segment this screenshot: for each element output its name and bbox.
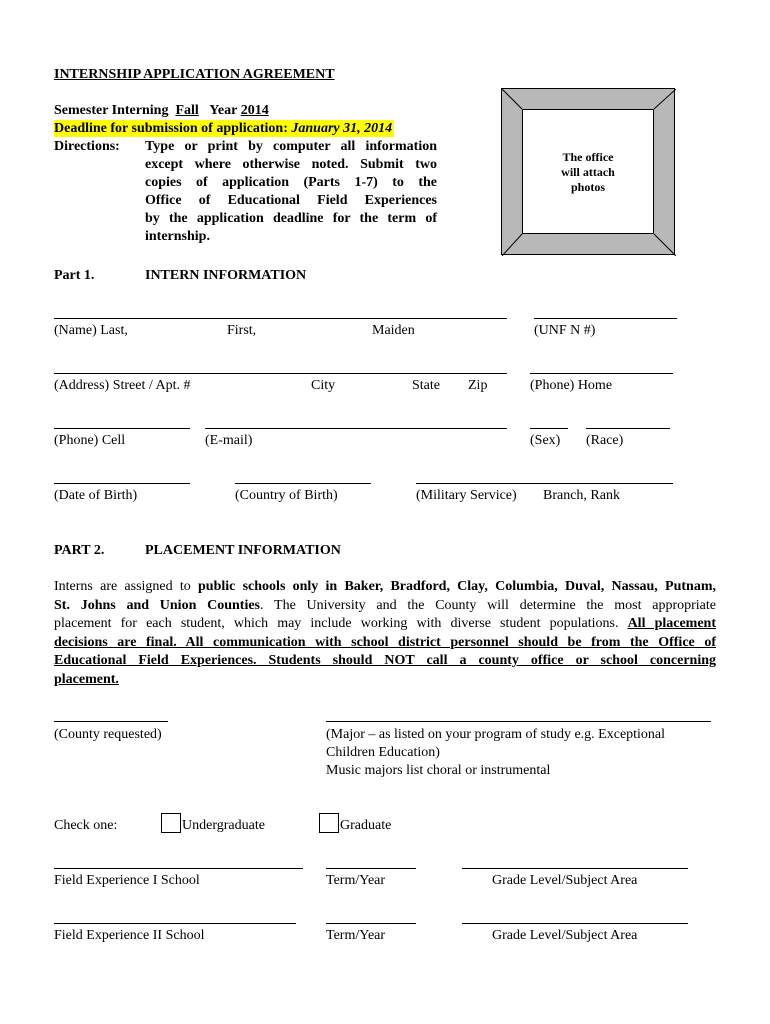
- fe2-term-input-line[interactable]: [326, 923, 416, 924]
- paragraph-line: placement.: [54, 671, 119, 687]
- county-input-line[interactable]: [54, 721, 168, 722]
- check-one-label: Check one:: [54, 818, 118, 833]
- email-input-line[interactable]: [205, 428, 507, 429]
- fe1-grade-input-line[interactable]: [462, 868, 688, 869]
- directions-line: by the application deadline for the term of: [145, 211, 437, 226]
- emphasis-text: All placement: [627, 616, 716, 631]
- paragraph-line: [54, 615, 716, 634]
- deadline-line: [54, 120, 394, 137]
- paragraph-text: . The University and the County will determine the most appropriate: [260, 597, 716, 613]
- paragraph-line: [54, 578, 716, 597]
- graduate-checkbox[interactable]: [319, 813, 339, 833]
- zip-label: Zip: [468, 378, 488, 393]
- year-label: Year: [209, 103, 238, 118]
- directions-line: except where otherwise noted. Submit two: [145, 157, 437, 172]
- major-label: (Major – as listed on your program of study e.g. Exceptional: [326, 727, 666, 742]
- fe1-term-input-line[interactable]: [326, 868, 416, 869]
- semester-year: 2014: [240, 103, 269, 118]
- paragraph-line: [54, 597, 716, 616]
- address-input-line[interactable]: [54, 373, 507, 374]
- counties-list: St. Johns and Union Counties: [54, 597, 261, 613]
- photo-text-line: The office: [562, 150, 614, 164]
- page-title: INTERNSHIP APPLICATION AGREEMENT: [54, 67, 335, 82]
- branch-rank-label: Branch, Rank: [543, 488, 620, 503]
- sex-label: (Sex): [530, 433, 561, 448]
- graduate-label: Graduate: [340, 818, 392, 833]
- phone-home-label: (Phone) Home: [530, 378, 613, 393]
- paragraph-text: Interns are assigned to: [54, 579, 199, 594]
- part2-heading: PLACEMENT INFORMATION: [145, 543, 341, 558]
- phone-home-input-line[interactable]: [530, 373, 673, 374]
- unf-id-label: (UNF N #): [534, 323, 596, 338]
- photo-text-line: will attach: [561, 165, 615, 179]
- fe2-term-label: Term/Year: [326, 928, 386, 943]
- name-maiden-label: Maiden: [372, 323, 415, 338]
- photo-area: [522, 109, 654, 234]
- fe2-school-label: Field Experience II School: [54, 928, 205, 943]
- paragraph-line: Educational Field Experiences. Students should NOT call a county office or school concerning: [54, 653, 716, 668]
- fe1-grade-label: Grade Level/Subject Area: [492, 873, 638, 888]
- major-input-line[interactable]: [326, 721, 711, 722]
- major-note: Music majors list choral or instrumental: [326, 763, 551, 778]
- fe1-school-label: Field Experience I School: [54, 873, 200, 888]
- photo-text-line: photos: [570, 180, 605, 194]
- race-input-line[interactable]: [586, 428, 670, 429]
- email-label: (E-mail): [205, 433, 253, 448]
- paragraph-text: placement for each student, which may include working with diverse student populations.: [54, 616, 628, 631]
- military-input-line[interactable]: [416, 483, 673, 484]
- address-label: (Address) Street / Apt. #: [54, 378, 191, 393]
- undergraduate-label: Undergraduate: [182, 818, 265, 833]
- photo-instructions: [523, 150, 653, 195]
- placement-paragraph: [54, 578, 716, 689]
- country-input-line[interactable]: [235, 483, 371, 484]
- phone-cell-input-line[interactable]: [54, 428, 190, 429]
- paragraph-line: decisions are final. All communication with school district personnel should be from the Office of: [54, 634, 716, 650]
- fe2-grade-input-line[interactable]: [462, 923, 688, 924]
- sex-input-line[interactable]: [530, 428, 568, 429]
- semester-label: Semester Interning: [54, 103, 169, 118]
- fe1-school-input-line[interactable]: [54, 868, 303, 869]
- dob-input-line[interactable]: [54, 483, 190, 484]
- deadline-label: Deadline for submission of application:: [54, 121, 288, 136]
- semester-line: [54, 102, 269, 119]
- undergraduate-checkbox[interactable]: [161, 813, 181, 833]
- fe2-school-input-line[interactable]: [54, 923, 296, 924]
- county-label: (County requested): [54, 727, 162, 742]
- counties-list: public schools only in Baker, Bradford, Clay, Columbia, Duval, Nassau, Putnam,: [198, 579, 716, 594]
- directions-line: internship.: [145, 229, 210, 244]
- photo-box: [501, 88, 675, 255]
- part1-heading: INTERN INFORMATION: [145, 268, 307, 283]
- name-first-label: First,: [227, 323, 257, 338]
- dob-label: (Date of Birth): [54, 488, 138, 503]
- directions-line: copies of application (Parts 1-7) to the: [145, 175, 437, 190]
- fe1-term-label: Term/Year: [326, 873, 386, 888]
- semester-term: Fall: [175, 103, 199, 118]
- directions-label: Directions:: [54, 139, 120, 154]
- part2-number: PART 2.: [54, 543, 105, 558]
- major-label-cont: Children Education): [326, 745, 440, 760]
- race-label: (Race): [586, 433, 624, 448]
- state-label: State: [412, 378, 440, 393]
- country-label: (Country of Birth): [235, 488, 338, 503]
- military-label: (Military Service): [416, 488, 517, 503]
- deadline-date: January 31, 2014: [291, 121, 393, 136]
- name-last-label: (Name) Last,: [54, 323, 128, 338]
- city-label: City: [311, 378, 336, 393]
- name-input-line[interactable]: [54, 318, 507, 319]
- fe2-grade-label: Grade Level/Subject Area: [492, 928, 638, 943]
- unf-id-input-line[interactable]: [534, 318, 677, 319]
- directions-line: Office of Educational Field Experiences: [145, 193, 437, 208]
- phone-cell-label: (Phone) Cell: [54, 433, 126, 448]
- part1-number: Part 1.: [54, 268, 95, 283]
- directions-line: Type or print by computer all information: [145, 139, 437, 154]
